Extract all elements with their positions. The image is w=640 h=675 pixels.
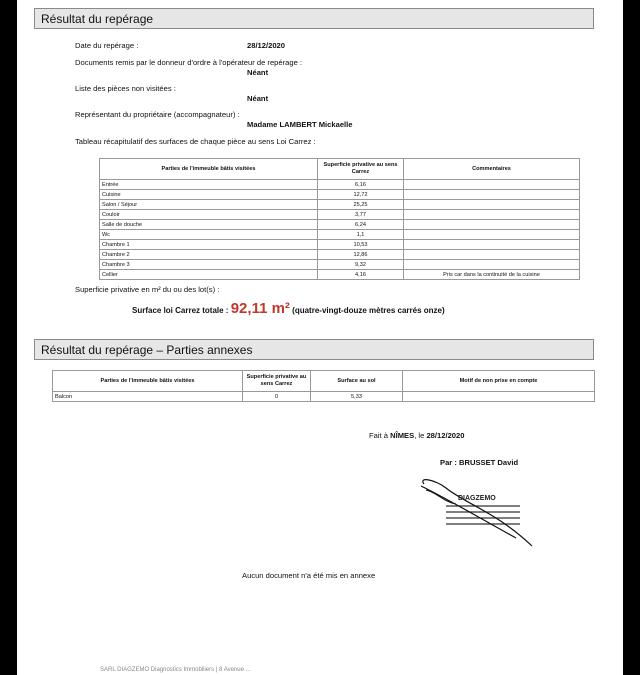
pieces-label: Liste des pièces non visitées : [75, 84, 176, 93]
surfaces-table [99, 158, 580, 280]
table-header-row [100, 159, 580, 180]
table-row: Wc 1,1 [100, 230, 580, 240]
total-words: (quatre-vingt-douze mètres carrés onze) [292, 306, 445, 315]
date-label: Date du repérage : [75, 41, 139, 50]
table-row: Chambre 1 10,53 [100, 240, 580, 250]
table-header-row: Parties de l'immeuble bâtis visitées Superficie privative au sens Carrez Surface au sol Motif de non prise en compte [53, 371, 595, 392]
table-row: Cellier 4,16 Pris car dans la continuité de la cuisine [100, 270, 580, 280]
table-row: Chambre 2 12,86 [100, 250, 580, 260]
section-header-result: Résultat du repérage [34, 8, 594, 29]
header-commentaires: Commentaires [404, 159, 580, 180]
annexes-table [52, 370, 595, 402]
svg-text:DIAGZEMO: DIAGZEMO [458, 495, 496, 502]
table-row: Couloir 3,77 [100, 210, 580, 220]
signature-stamp [416, 476, 546, 556]
total-value: 92,11 m² [230, 300, 290, 317]
representant-label: Représentant du propriétaire (accompagnateur) : [75, 110, 240, 119]
table-row: Salon / Séjour 25,25 [100, 200, 580, 210]
table-row: Entrée 6,16 [100, 180, 580, 190]
date-value: 28/12/2020 [247, 41, 286, 50]
par-operator: Par : BRUSSET David [440, 458, 519, 467]
tableau-intro: Tableau récapitulatif des surfaces de chaque pièce au sens Loi Carrez : [75, 137, 316, 146]
documents-value: Néant [247, 68, 269, 77]
table-row: Balcon 0 5,33 [53, 392, 595, 402]
table-row: Salle de douche 6,24 [100, 220, 580, 230]
table-row: Cuisine 12,72 [100, 190, 580, 200]
documents-label: Documents remis par le donneur d'ordre à l'opérateur de repérage : [75, 58, 303, 67]
header-parties: Parties de l'immeuble bâtis visitées [100, 159, 318, 180]
representant-value: Madame LAMBERT Mickaelle [247, 120, 353, 129]
total-surface [132, 300, 445, 317]
superficie-label: Superficie privative en m² du ou des lot(s) : [75, 285, 220, 294]
header-superficie: Superficie privative au sens Carrez [318, 159, 404, 180]
section-header-annexes: Résultat du repérage – Parties annexes [34, 339, 594, 360]
page-footer: SARL DIAGZEMO Diagnostics Immobiliers | 8 Avenue ... [100, 667, 251, 673]
annexe-note: Aucun document n'a été mis en annexe [242, 571, 376, 580]
pieces-value: Néant [247, 94, 269, 103]
fait-a: Fait à NÎMES, le 28/12/2020 [369, 431, 465, 440]
total-label: Surface loi Carrez totale : [132, 306, 229, 315]
table-row: Chambre 3 9,32 [100, 260, 580, 270]
